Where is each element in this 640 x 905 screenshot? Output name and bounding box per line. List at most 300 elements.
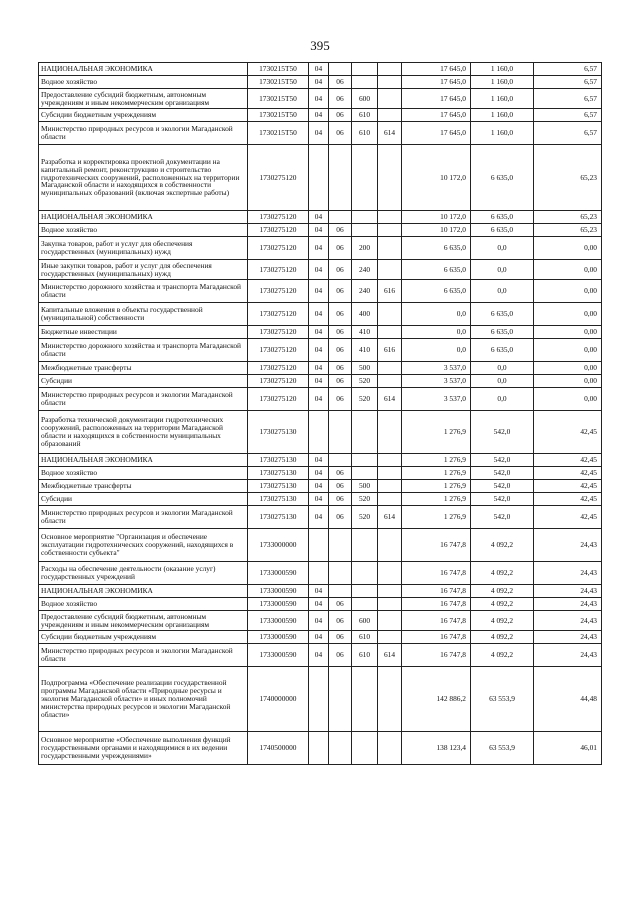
row-fact: 4 092,2 <box>471 562 534 585</box>
row-subsection: 06 <box>329 362 352 375</box>
row-expense-type <box>352 145 378 211</box>
row-agency <box>378 631 402 644</box>
row-agency <box>378 411 402 454</box>
row-expense-type <box>352 529 378 562</box>
row-code: 1730275120 <box>248 362 309 375</box>
row-expense-type: 410 <box>352 339 378 362</box>
row-plan: 17 645,0 <box>402 109 471 122</box>
row-fact: 0,0 <box>471 280 534 303</box>
table-row <box>39 467 602 480</box>
row-section <box>309 529 329 562</box>
table-row <box>39 644 602 667</box>
row-plan: 6 635,0 <box>402 280 471 303</box>
row-fact: 1 160,0 <box>471 89 534 109</box>
row-code: 1730275120 <box>248 211 309 224</box>
row-agency <box>378 611 402 631</box>
row-subsection: 06 <box>329 493 352 506</box>
row-percent: 24,43 <box>534 598 602 611</box>
table-row <box>39 63 602 76</box>
row-name: НАЦИОНАЛЬНАЯ ЭКОНОМИКА <box>39 211 248 224</box>
row-name: Водное хозяйство <box>39 598 248 611</box>
table-row <box>39 303 602 326</box>
row-name: Министерство природных ресурсов и экологии Магаданской области <box>39 122 248 145</box>
table-row <box>39 611 602 631</box>
row-section: 04 <box>309 644 329 667</box>
row-subsection: 06 <box>329 480 352 493</box>
row-expense-type: 520 <box>352 506 378 529</box>
row-subsection <box>329 211 352 224</box>
row-expense-type <box>352 63 378 76</box>
row-code: 1730275130 <box>248 454 309 467</box>
row-expense-type <box>352 562 378 585</box>
row-percent: 44,48 <box>534 667 602 732</box>
row-fact: 542,0 <box>471 454 534 467</box>
row-name: Министерство дорожного хозяйства и транспорта Магаданской области <box>39 280 248 303</box>
row-expense-type: 610 <box>352 644 378 667</box>
row-code: 1733000590 <box>248 631 309 644</box>
row-code: 1730215T50 <box>248 76 309 89</box>
table-row <box>39 375 602 388</box>
row-expense-type: 500 <box>352 362 378 375</box>
row-plan: 17 645,0 <box>402 89 471 109</box>
row-fact: 6 635,0 <box>471 326 534 339</box>
row-section: 04 <box>309 375 329 388</box>
row-expense-type <box>352 76 378 89</box>
row-code: 1730215T50 <box>248 63 309 76</box>
row-agency <box>378 145 402 211</box>
row-subsection: 06 <box>329 326 352 339</box>
row-subsection <box>329 667 352 732</box>
row-plan: 16 747,8 <box>402 598 471 611</box>
row-agency <box>378 260 402 280</box>
row-fact: 4 092,2 <box>471 598 534 611</box>
row-section: 04 <box>309 224 329 237</box>
row-section: 04 <box>309 598 329 611</box>
row-section: 04 <box>309 362 329 375</box>
table-row <box>39 493 602 506</box>
row-code: 1733000590 <box>248 562 309 585</box>
row-expense-type <box>352 585 378 598</box>
row-name: Водное хозяйство <box>39 76 248 89</box>
row-code: 1733000590 <box>248 598 309 611</box>
row-plan: 16 747,8 <box>402 562 471 585</box>
row-agency: 614 <box>378 388 402 411</box>
row-name: Расходы на обеспечение деятельности (оказание услуг) государственных учреждений <box>39 562 248 585</box>
row-agency <box>378 454 402 467</box>
row-expense-type <box>352 454 378 467</box>
row-section: 04 <box>309 467 329 480</box>
row-subsection: 06 <box>329 76 352 89</box>
row-percent: 42,45 <box>534 480 602 493</box>
row-plan: 10 172,0 <box>402 211 471 224</box>
row-fact: 542,0 <box>471 493 534 506</box>
table-row <box>39 411 602 454</box>
row-fact: 6 635,0 <box>471 145 534 211</box>
row-name: Закупка товаров, работ и услуг для обеспечения государственных (муниципальных) нужд <box>39 237 248 260</box>
row-code: 1730275130 <box>248 493 309 506</box>
row-expense-type <box>352 732 378 765</box>
row-agency <box>378 109 402 122</box>
row-name: Основное мероприятие «Обеспечение выполнения функций государственными органами и находящимися в их ведении государственными учреждениями» <box>39 732 248 765</box>
row-expense-type <box>352 667 378 732</box>
row-agency <box>378 326 402 339</box>
table-row <box>39 224 602 237</box>
row-code: 1740500000 <box>248 732 309 765</box>
budget-table <box>38 62 602 765</box>
row-agency <box>378 732 402 765</box>
row-name: Субсидии бюджетным учреждениям <box>39 109 248 122</box>
row-agency: 616 <box>378 339 402 362</box>
row-name: Министерство природных ресурсов и экологии Магаданской области <box>39 506 248 529</box>
table-row <box>39 76 602 89</box>
row-code: 1730275120 <box>248 280 309 303</box>
row-subsection: 06 <box>329 122 352 145</box>
row-code: 1730275120 <box>248 260 309 280</box>
table-body <box>39 63 602 765</box>
row-plan: 1 276,9 <box>402 467 471 480</box>
row-name: Субсидии бюджетным учреждениям <box>39 631 248 644</box>
row-subsection: 06 <box>329 280 352 303</box>
row-subsection <box>329 732 352 765</box>
table-row <box>39 506 602 529</box>
row-expense-type: 500 <box>352 480 378 493</box>
row-percent: 24,43 <box>534 562 602 585</box>
row-section: 04 <box>309 506 329 529</box>
row-fact: 6 635,0 <box>471 211 534 224</box>
row-fact: 542,0 <box>471 467 534 480</box>
row-fact: 542,0 <box>471 411 534 454</box>
row-name: Бюджетные инвестиции <box>39 326 248 339</box>
row-plan: 3 537,0 <box>402 388 471 411</box>
row-subsection: 06 <box>329 260 352 280</box>
row-percent: 24,43 <box>534 631 602 644</box>
row-agency <box>378 224 402 237</box>
row-name: Водное хозяйство <box>39 467 248 480</box>
row-fact: 0,0 <box>471 260 534 280</box>
row-name: Межбюджетные трансферты <box>39 362 248 375</box>
row-percent: 6,57 <box>534 63 602 76</box>
row-code: 1733000590 <box>248 611 309 631</box>
table-row <box>39 732 602 765</box>
row-code: 1730215T50 <box>248 122 309 145</box>
row-percent: 24,43 <box>534 585 602 598</box>
row-plan: 3 537,0 <box>402 362 471 375</box>
row-plan: 10 172,0 <box>402 145 471 211</box>
row-expense-type: 610 <box>352 631 378 644</box>
row-expense-type <box>352 411 378 454</box>
table-row <box>39 280 602 303</box>
table-row <box>39 598 602 611</box>
row-subsection <box>329 454 352 467</box>
row-percent: 65,23 <box>534 145 602 211</box>
table-row <box>39 562 602 585</box>
row-expense-type: 520 <box>352 375 378 388</box>
row-section <box>309 732 329 765</box>
row-subsection: 06 <box>329 339 352 362</box>
row-code: 1730275120 <box>248 145 309 211</box>
row-expense-type: 400 <box>352 303 378 326</box>
row-name: Разработка и корректировка проектной документации на капитальный ремонт, реконструкцию и строительство гидротехнических сооружений, расположенных на территории Магаданской области и находящихся в собственности муниципальных образований (включая экспертные работы) <box>39 145 248 211</box>
row-subsection <box>329 63 352 76</box>
row-percent: 6,57 <box>534 89 602 109</box>
row-percent: 42,45 <box>534 493 602 506</box>
row-code: 1730275130 <box>248 411 309 454</box>
row-expense-type <box>352 211 378 224</box>
row-name: Подпрограмма «Обеспечение реализации государственной программы Магаданской области «Природные ресурсы и экология Магаданской области» и иных полномочий министерства природных ресурсов и экологии Магаданской области» <box>39 667 248 732</box>
row-percent: 65,23 <box>534 211 602 224</box>
row-section <box>309 667 329 732</box>
row-name: Разработка технической документации гидротехнических сооружений, расположенных на территории Магаданской области и находящихся в собственности муниципальных образований <box>39 411 248 454</box>
row-section <box>309 411 329 454</box>
row-percent: 24,43 <box>534 611 602 631</box>
row-section: 04 <box>309 76 329 89</box>
table-row <box>39 211 602 224</box>
row-section: 04 <box>309 122 329 145</box>
table-row <box>39 145 602 211</box>
row-name: Предоставление субсидий бюджетным, автономным учреждениям и иным некоммерческим организациям <box>39 89 248 109</box>
row-agency: 614 <box>378 122 402 145</box>
row-code: 1733000000 <box>248 529 309 562</box>
row-subsection <box>329 411 352 454</box>
row-agency <box>378 362 402 375</box>
row-section: 04 <box>309 388 329 411</box>
row-expense-type: 610 <box>352 109 378 122</box>
row-plan: 3 537,0 <box>402 375 471 388</box>
row-code: 1730275130 <box>248 480 309 493</box>
row-expense-type: 240 <box>352 260 378 280</box>
row-agency <box>378 76 402 89</box>
row-name: НАЦИОНАЛЬНАЯ ЭКОНОМИКА <box>39 63 248 76</box>
row-percent: 6,57 <box>534 109 602 122</box>
row-percent: 0,00 <box>534 362 602 375</box>
row-expense-type: 520 <box>352 493 378 506</box>
row-code: 1730275120 <box>248 303 309 326</box>
row-subsection: 06 <box>329 109 352 122</box>
row-plan: 142 886,2 <box>402 667 471 732</box>
row-code: 1730275120 <box>248 388 309 411</box>
page-number: 395 <box>310 38 330 53</box>
row-name: Субсидии <box>39 493 248 506</box>
row-percent: 46,01 <box>534 732 602 765</box>
row-plan: 17 645,0 <box>402 76 471 89</box>
row-fact: 6 635,0 <box>471 339 534 362</box>
table-row <box>39 529 602 562</box>
row-name: Министерство дорожного хозяйства и транспорта Магаданской области <box>39 339 248 362</box>
row-subsection: 06 <box>329 611 352 631</box>
row-percent: 42,45 <box>534 467 602 480</box>
row-expense-type <box>352 598 378 611</box>
row-fact: 0,0 <box>471 375 534 388</box>
row-code: 1730215T50 <box>248 89 309 109</box>
row-subsection: 06 <box>329 506 352 529</box>
row-percent: 42,45 <box>534 454 602 467</box>
row-fact: 4 092,2 <box>471 611 534 631</box>
table-row <box>39 667 602 732</box>
row-plan: 6 635,0 <box>402 260 471 280</box>
row-fact: 542,0 <box>471 480 534 493</box>
row-plan: 1 276,9 <box>402 480 471 493</box>
row-expense-type: 240 <box>352 280 378 303</box>
table-row <box>39 122 602 145</box>
table-row <box>39 480 602 493</box>
row-name: НАЦИОНАЛЬНАЯ ЭКОНОМИКА <box>39 454 248 467</box>
row-section: 04 <box>309 260 329 280</box>
row-percent: 0,00 <box>534 303 602 326</box>
table-row <box>39 388 602 411</box>
row-name: Капитальные вложения в объекты государственной (муниципальной) собственности <box>39 303 248 326</box>
row-section: 04 <box>309 339 329 362</box>
row-section: 04 <box>309 280 329 303</box>
row-fact: 1 160,0 <box>471 63 534 76</box>
row-agency <box>378 375 402 388</box>
row-percent: 0,00 <box>534 237 602 260</box>
row-fact: 6 635,0 <box>471 224 534 237</box>
row-subsection: 06 <box>329 89 352 109</box>
row-agency <box>378 562 402 585</box>
table-row <box>39 326 602 339</box>
row-section: 04 <box>309 326 329 339</box>
row-section <box>309 145 329 211</box>
row-percent: 65,23 <box>534 224 602 237</box>
row-name: Предоставление субсидий бюджетным, автономным учреждениям и иным некоммерческим организациям <box>39 611 248 631</box>
row-agency <box>378 63 402 76</box>
row-section: 04 <box>309 303 329 326</box>
row-code: 1730275120 <box>248 237 309 260</box>
row-code: 1730215T50 <box>248 109 309 122</box>
row-code: 1730275120 <box>248 375 309 388</box>
row-fact: 63 553,9 <box>471 732 534 765</box>
row-section: 04 <box>309 611 329 631</box>
row-fact: 1 160,0 <box>471 76 534 89</box>
row-percent: 0,00 <box>534 260 602 280</box>
row-code: 1740000000 <box>248 667 309 732</box>
row-section: 04 <box>309 585 329 598</box>
row-section: 04 <box>309 237 329 260</box>
row-agency <box>378 237 402 260</box>
row-percent: 0,00 <box>534 375 602 388</box>
row-subsection: 06 <box>329 237 352 260</box>
row-subsection: 06 <box>329 631 352 644</box>
table-row <box>39 260 602 280</box>
row-fact: 4 092,2 <box>471 529 534 562</box>
row-expense-type <box>352 224 378 237</box>
row-subsection: 06 <box>329 644 352 667</box>
row-agency <box>378 493 402 506</box>
row-code: 1730275120 <box>248 326 309 339</box>
row-section: 04 <box>309 493 329 506</box>
row-plan: 16 747,8 <box>402 585 471 598</box>
row-fact: 63 553,9 <box>471 667 534 732</box>
row-expense-type <box>352 467 378 480</box>
row-fact: 6 635,0 <box>471 303 534 326</box>
row-subsection: 06 <box>329 467 352 480</box>
row-code: 1730275130 <box>248 467 309 480</box>
row-section: 04 <box>309 89 329 109</box>
row-subsection: 06 <box>329 303 352 326</box>
row-name: Основное мероприятие "Организация и обеспечение эксплуатации гидротехнических сооружений, находящихся в собственности субъекта" <box>39 529 248 562</box>
row-fact: 0,0 <box>471 388 534 411</box>
row-subsection <box>329 585 352 598</box>
row-percent: 42,45 <box>534 506 602 529</box>
row-percent: 24,43 <box>534 644 602 667</box>
row-plan: 16 747,8 <box>402 529 471 562</box>
row-code: 1730275120 <box>248 224 309 237</box>
row-plan: 138 123,4 <box>402 732 471 765</box>
row-plan: 0,0 <box>402 339 471 362</box>
row-percent: 6,57 <box>534 122 602 145</box>
row-percent: 0,00 <box>534 388 602 411</box>
row-section: 04 <box>309 631 329 644</box>
row-name: Иные закупки товаров, работ и услуг для обеспечения государственных (муниципальных) нужд <box>39 260 248 280</box>
row-name: Межбюджетные трансферты <box>39 480 248 493</box>
row-fact: 0,0 <box>471 362 534 375</box>
row-plan: 0,0 <box>402 303 471 326</box>
row-percent: 24,43 <box>534 529 602 562</box>
row-agency <box>378 585 402 598</box>
table-row <box>39 339 602 362</box>
row-plan: 1 276,9 <box>402 454 471 467</box>
row-agency: 614 <box>378 644 402 667</box>
row-plan: 10 172,0 <box>402 224 471 237</box>
row-expense-type: 610 <box>352 122 378 145</box>
row-subsection <box>329 529 352 562</box>
row-expense-type: 600 <box>352 611 378 631</box>
row-section: 04 <box>309 63 329 76</box>
row-code: 1733000590 <box>248 585 309 598</box>
row-percent: 0,00 <box>534 339 602 362</box>
row-percent: 42,45 <box>534 411 602 454</box>
row-percent: 0,00 <box>534 326 602 339</box>
row-fact: 1 160,0 <box>471 122 534 145</box>
row-section: 04 <box>309 211 329 224</box>
row-section <box>309 562 329 585</box>
table-row <box>39 89 602 109</box>
row-plan: 16 747,8 <box>402 611 471 631</box>
row-agency <box>378 667 402 732</box>
row-subsection <box>329 145 352 211</box>
row-name: Водное хозяйство <box>39 224 248 237</box>
row-plan: 17 645,0 <box>402 63 471 76</box>
row-percent: 6,57 <box>534 76 602 89</box>
row-agency: 616 <box>378 280 402 303</box>
row-fact: 4 092,2 <box>471 585 534 598</box>
table-row <box>39 631 602 644</box>
row-plan: 16 747,8 <box>402 644 471 667</box>
row-agency <box>378 467 402 480</box>
row-section: 04 <box>309 480 329 493</box>
row-name: Министерство природных ресурсов и экологии Магаданской области <box>39 644 248 667</box>
row-expense-type: 520 <box>352 388 378 411</box>
row-name: Министерство природных ресурсов и экологии Магаданской области <box>39 388 248 411</box>
row-fact: 542,0 <box>471 506 534 529</box>
table-row <box>39 109 602 122</box>
row-agency <box>378 303 402 326</box>
row-subsection <box>329 562 352 585</box>
row-plan: 16 747,8 <box>402 631 471 644</box>
table-row <box>39 454 602 467</box>
row-plan: 1 276,9 <box>402 411 471 454</box>
row-agency <box>378 480 402 493</box>
row-section: 04 <box>309 454 329 467</box>
row-name: Субсидии <box>39 375 248 388</box>
row-subsection: 06 <box>329 598 352 611</box>
row-fact: 4 092,2 <box>471 644 534 667</box>
row-plan: 1 276,9 <box>402 493 471 506</box>
row-subsection: 06 <box>329 224 352 237</box>
row-plan: 0,0 <box>402 326 471 339</box>
row-fact: 1 160,0 <box>471 109 534 122</box>
row-section: 04 <box>309 109 329 122</box>
